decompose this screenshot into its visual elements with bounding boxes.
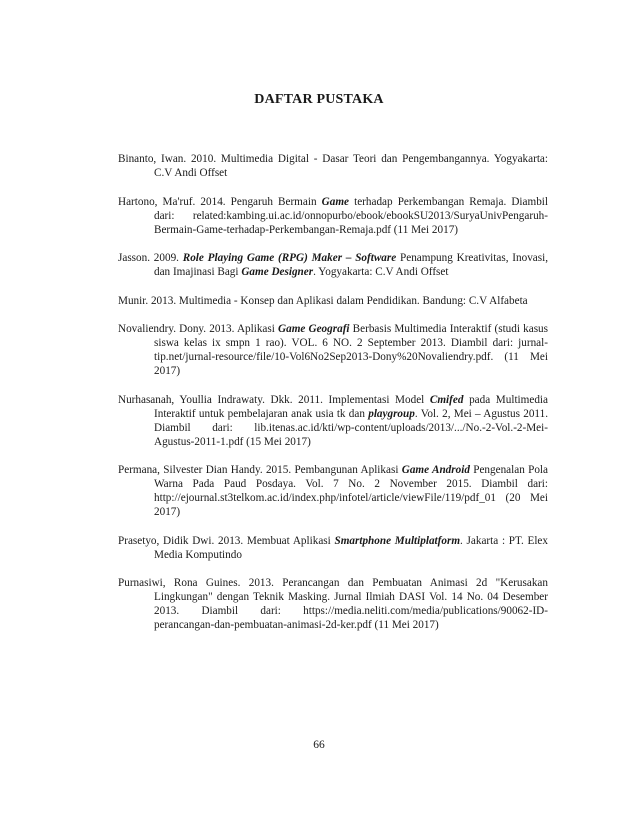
reference-entry (118, 152, 548, 180)
reference-text: Novaliendry. Dony. 2013. Aplikasi (118, 323, 279, 335)
reference-text: Hartono, Ma'ruf. 2014. Pengaruh Bermain (118, 195, 322, 208)
reference-text: . Yogyakarta: C.V Andi Offset (313, 266, 449, 278)
reference-text: Munir. 2013. Multimedia - Konsep dan Aplikasi dalam Pendidikan. Bandung: C.V Alfabeta (118, 294, 528, 307)
page-title: DAFTAR PUSTAKA (254, 92, 384, 107)
reference-italic-text: Smartphone Multiplatform (334, 534, 461, 547)
reference-text: . Jakarta : PT. Elex Media Komputindo (154, 534, 548, 561)
reference-entry (118, 251, 548, 279)
reference-text: Prasetyo, Didik Dwi. 2013. Membuat Aplikasi (118, 534, 335, 547)
reference-list (118, 152, 548, 647)
reference-text: Permana, Silvester Dian Handy. 2015. Pembangunan Aplikasi (118, 464, 402, 476)
reference-entry (118, 195, 548, 237)
reference-text: Berbasis Multimedia Interaktif (studi kasus siswa kelas ix smpn 1 rao). VOL. 6 NO. 2 September 2013. Diambil dari: jurnal-tip.net/jurnal-resource/file/10-Vol6No2Sep2013-Dony%20Novaliendry.pdf. (11 Mei 2017) (154, 323, 548, 377)
reference-italic-text: Role Playing Game (RPG) Maker – Software (182, 252, 397, 264)
page-number: 66 (313, 739, 325, 751)
reference-entry (118, 322, 548, 378)
reference-text: Binanto, Iwan. 2010. Multimedia Digital - Dasar Teori dan Pengembangannya. Yogyakarta: C.V Andi Offset (118, 153, 548, 179)
reference-text: Jasson. 2009. (118, 252, 183, 264)
reference-text: pada Multimedia Interaktif untuk pembelajaran anak usia tk dan (154, 393, 548, 420)
reference-text: Purnasiwi, Rona Guines. 2013. Perancangan dan Pembuatan Animasi 2d "Kerusakan Lingkungan" dengan Teknik Masking. Jurnal Ilmiah DASI Vol. 14 No. 04 Desember 2013. Diambil dari: https://media.neliti.com/media/publications/90062-ID-perancangan-dan-pembuatan-animasi-2d-ker.pdf (11 Mei 2017) (118, 577, 548, 631)
reference-italic-text: Game (321, 195, 349, 208)
reference-italic-text: Cmifed (429, 393, 464, 406)
reference-italic-text: Game Designer (241, 266, 314, 278)
reference-text: Penampung Kreativitas, Inovasi, dan Imajinasi Bagi (154, 252, 549, 278)
reference-text: Pengenalan Pola Warna Pada Paud Posdaya. Vol. 7 No. 2 November 2015. Diambil dari: http://ejournal.st3telkom.ac.id/index.php/infotel/article/viewFile/119/pdf_01 (20 Mei 2017) (154, 464, 548, 518)
reference-entry (118, 534, 548, 562)
reference-text: terhadap Perkembangan Remaja. Diambil dari: related:kambing.ui.ac.id/onnopurbo/ebook/ebookSU2013/SuryaUnivPengaruh-Bermain-Game-terhadap-Perkembangan-Remaja.pdf (11 Mei 2017) (154, 195, 548, 236)
reference-italic-text: Game Android (401, 464, 470, 476)
reference-entry (118, 576, 548, 632)
reference-entry (118, 294, 548, 308)
reference-italic-text: Game Geografi (278, 323, 350, 335)
reference-entry (118, 463, 548, 519)
reference-entry (118, 393, 548, 449)
reference-text: Nurhasanah, Youllia Indrawaty. Dkk. 2011. Implementasi Model (118, 393, 430, 406)
reference-text: . Vol. 2, Mei – Agustus 2011. Diambil dari: lib.itenas.ac.id/kti/wp-content/uploads/2013/.../No.-2-Vol.-2-Mei-Agustus-2011-1.pdf (15 Mei 2017) (154, 407, 548, 448)
reference-italic-text: playgroup (368, 407, 415, 420)
